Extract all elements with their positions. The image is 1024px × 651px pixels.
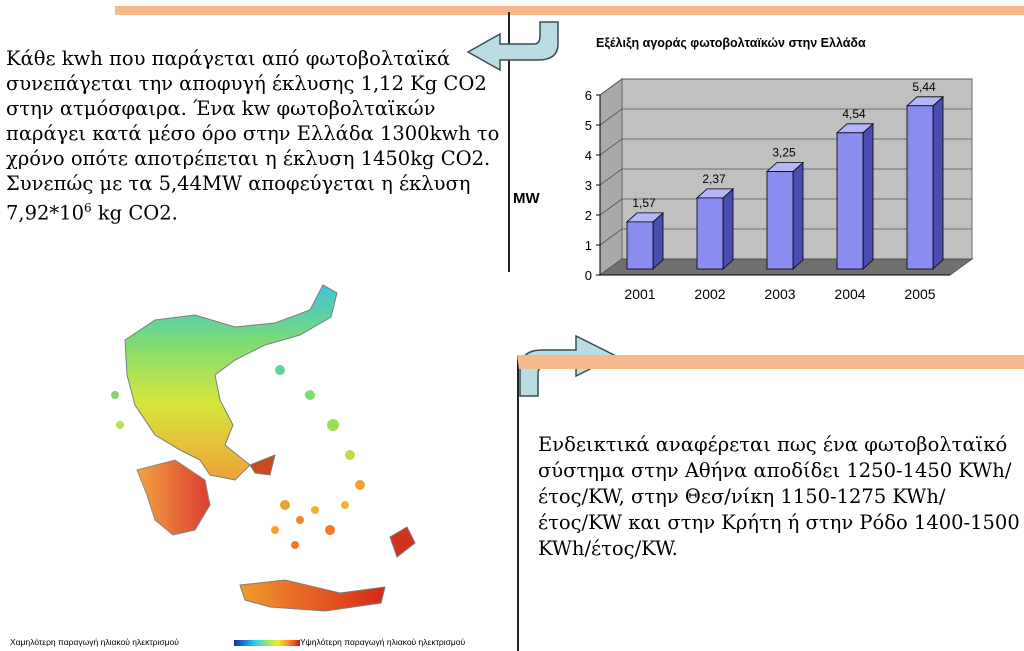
right-paragraph: Ενδεικτικά αναφέρεται πως ένα φωτοβολταϊκό σύστημα στην Αθήνα αποδίδει 1250-1450 KWh/έτος/KW, στην Θεσ/νίκη 1150-1275 KWh/έτος/KW και στην Κρήτη ή στην Ρόδο 1400-1500 KWh/έτος/KW. <box>538 433 1020 560</box>
bar <box>767 172 793 270</box>
chart-title: Εξέλιξη αγοράς φωτοβολταϊκών στην Ελλάδα <box>596 36 866 50</box>
x-tick-label: 2005 <box>904 286 936 302</box>
curved-arrow-left-icon <box>462 18 570 76</box>
bar-side <box>793 163 803 270</box>
bar-value-label: 2,37 <box>702 171 726 186</box>
x-tick-label: 2004 <box>834 286 866 302</box>
y-tick-label: 1 <box>584 238 592 253</box>
y-axis-label: MW <box>513 190 540 207</box>
x-tick-label: 2002 <box>694 286 726 302</box>
y-tick-label: 2 <box>584 208 592 223</box>
y-tick-label: 5 <box>584 118 592 133</box>
left-paragraph-tail: kg CO2. <box>91 201 178 225</box>
bar <box>697 198 723 269</box>
bar-value-label: 3,25 <box>772 145 796 160</box>
bar-value-label: 4,54 <box>842 106 866 121</box>
bar-chart <box>560 72 990 312</box>
y-tick-label: 4 <box>584 148 592 163</box>
legend-color-scale <box>234 640 300 646</box>
legend-low-label: Χαμηλότερη παραγωγή ηλιακού ηλεκτρισμού <box>10 637 179 647</box>
left-paragraph-text: Κάθε kwh που παράγεται από φωτοβολταϊκά συνεπάγεται την αποφυγή έκλυσης 1,12 Kg CO2 στην ατμόσφαιρα. Ένα kw φωτοβολταϊκών παράγει κατά μέσο όρο στην Ελλάδα 1300kwh το χρόνο οπότε αποτρέπεται η έκλυση 1450kg CO2. Συνεπώς με τα 5,44MW αποφεύγεται η έκλυση 7,92*10 <box>6 47 500 225</box>
bar <box>837 133 863 269</box>
y-tick-label: 0 <box>584 268 592 283</box>
left-paragraph <box>6 46 506 226</box>
bar <box>627 222 653 269</box>
bar-side <box>723 189 733 269</box>
bar <box>907 106 933 269</box>
bar-side <box>933 97 943 269</box>
y-tick-label: 6 <box>584 88 592 103</box>
x-tick-label: 2001 <box>624 286 656 302</box>
bar-side <box>863 124 873 269</box>
bar-value-label: 5,44 <box>912 79 936 94</box>
greece-solar-map <box>85 275 485 625</box>
bar-value-label: 1,57 <box>632 195 656 210</box>
bar-side <box>653 213 663 269</box>
map-legend <box>10 636 500 649</box>
exponent: 6 <box>83 201 92 215</box>
x-tick-label: 2003 <box>764 286 796 302</box>
legend-high-label: Υψηλότερη παραγωγή ηλιακού ηλεκτρισμού <box>300 637 466 647</box>
y-tick-label: 3 <box>584 178 592 193</box>
